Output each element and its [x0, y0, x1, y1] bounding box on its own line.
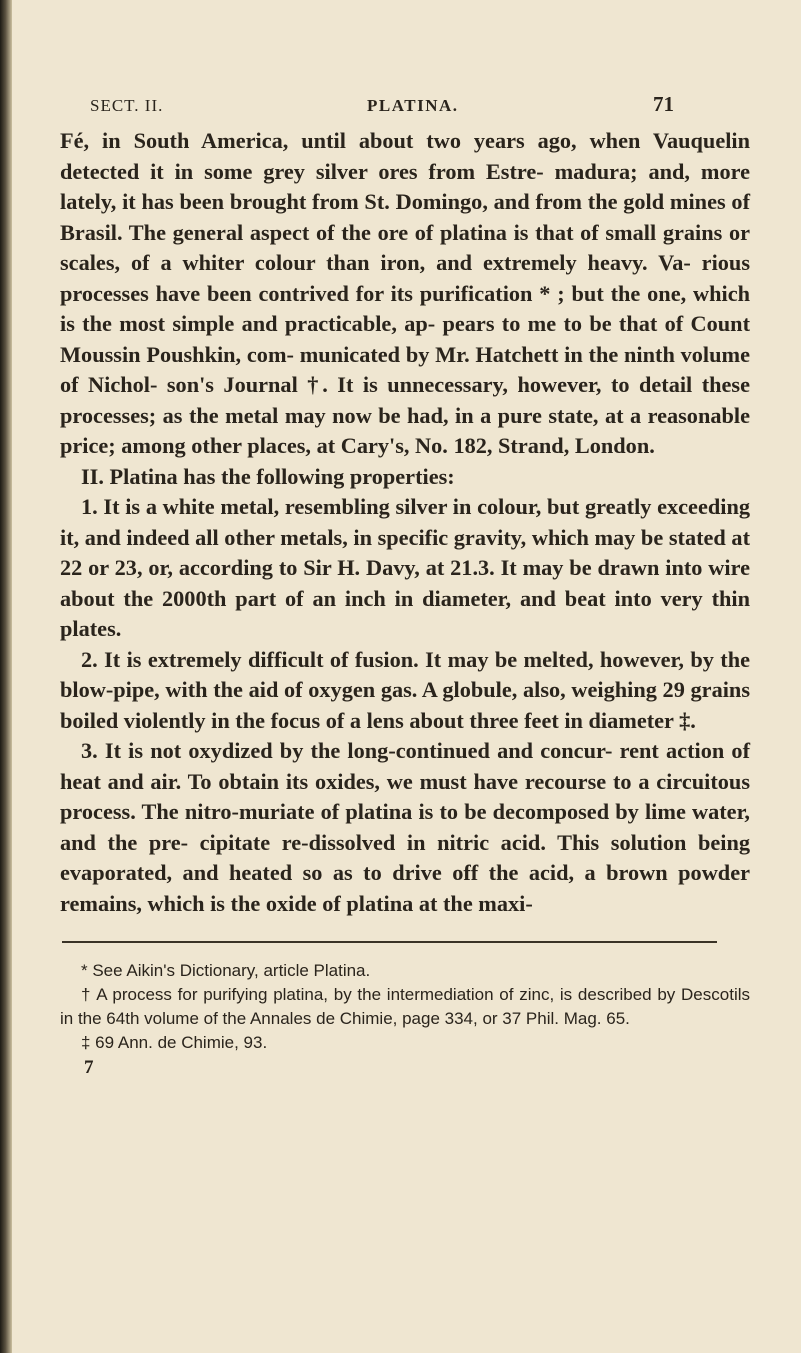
section-label: SECT. II.: [90, 96, 164, 115]
book-binding-edge: [0, 0, 12, 1353]
signature-mark: 7: [84, 1057, 94, 1078]
page-number: 71: [653, 92, 674, 116]
running-header: [60, 92, 750, 126]
footnote: * See Aikin's Dictionary, article Platina.: [81, 961, 371, 980]
paragraph: II. Platina has the following properties:: [81, 463, 455, 489]
paragraph: Fé, in South America, until about two years ago, when Vauquelin detected it in some grey silver ores from Estre- madura; and, more lately, it has been brought from St. Domingo, and from the gold mines of Brasil. The general aspect of the ore of platina is that of small grains or scales, of a whiter colour than iron, and extremely heavy. Va- rious processes have been contrived for its purification * ; but the one, which is the most simple and practicable, ap- pears to me to be that of Count Moussin Poushkin, com- municated by Mr. Hatchett in the ninth volume of Nichol- son's Journal †. It is unnecessary, however, to detail these processes; as the metal may now be had, in a pure state, at a reasonable price; among other places, at Cary's, No. 182, Strand, London.: [60, 128, 750, 458]
paragraph: 3. It is not oxydized by the long-continued and concur- rent action of heat and air. To obtain its oxides, we must have recourse to a circuitous process. The nitro-muriate of platina is to be decomposed by lime water, and the pre- cipitate re-dissolved in nitric acid. This solution being evaporated, and heated so as to drive off the acid, a brown powder remains, which is the oxide of platina at the maxi-: [60, 738, 750, 916]
footnote: ‡ 69 Ann. de Chimie, 93.: [81, 1033, 268, 1052]
footnotes: [60, 959, 750, 1055]
running-title: PLATINA.: [367, 96, 459, 115]
body-text: [60, 126, 750, 919]
footnote-divider: [62, 941, 717, 943]
paragraph: 1. It is a white metal, resembling silver in colour, but greatly exceeding it, and indeed all other metals, in specific gravity, which may be stated at 22 or 23, or, according to Sir H. Davy, at 21.3. It may be drawn into wire about the 2000th part of an inch in diameter, and beat into very thin plates.: [60, 494, 750, 641]
book-page: [60, 92, 750, 1079]
paragraph: 2. It is extremely difficult of fusion. It may be melted, however, by the blow-pipe, with the aid of oxygen gas. A globule, also, weighing 29 grains boiled violently in the focus of a lens about three feet in diameter ‡.: [60, 646, 750, 733]
footnote: † A process for purifying platina, by the intermediation of zinc, is described by Descotils in the 64th volume of the Annales de Chimie, page 334, or 37 Phil. Mag. 65.: [60, 985, 750, 1028]
